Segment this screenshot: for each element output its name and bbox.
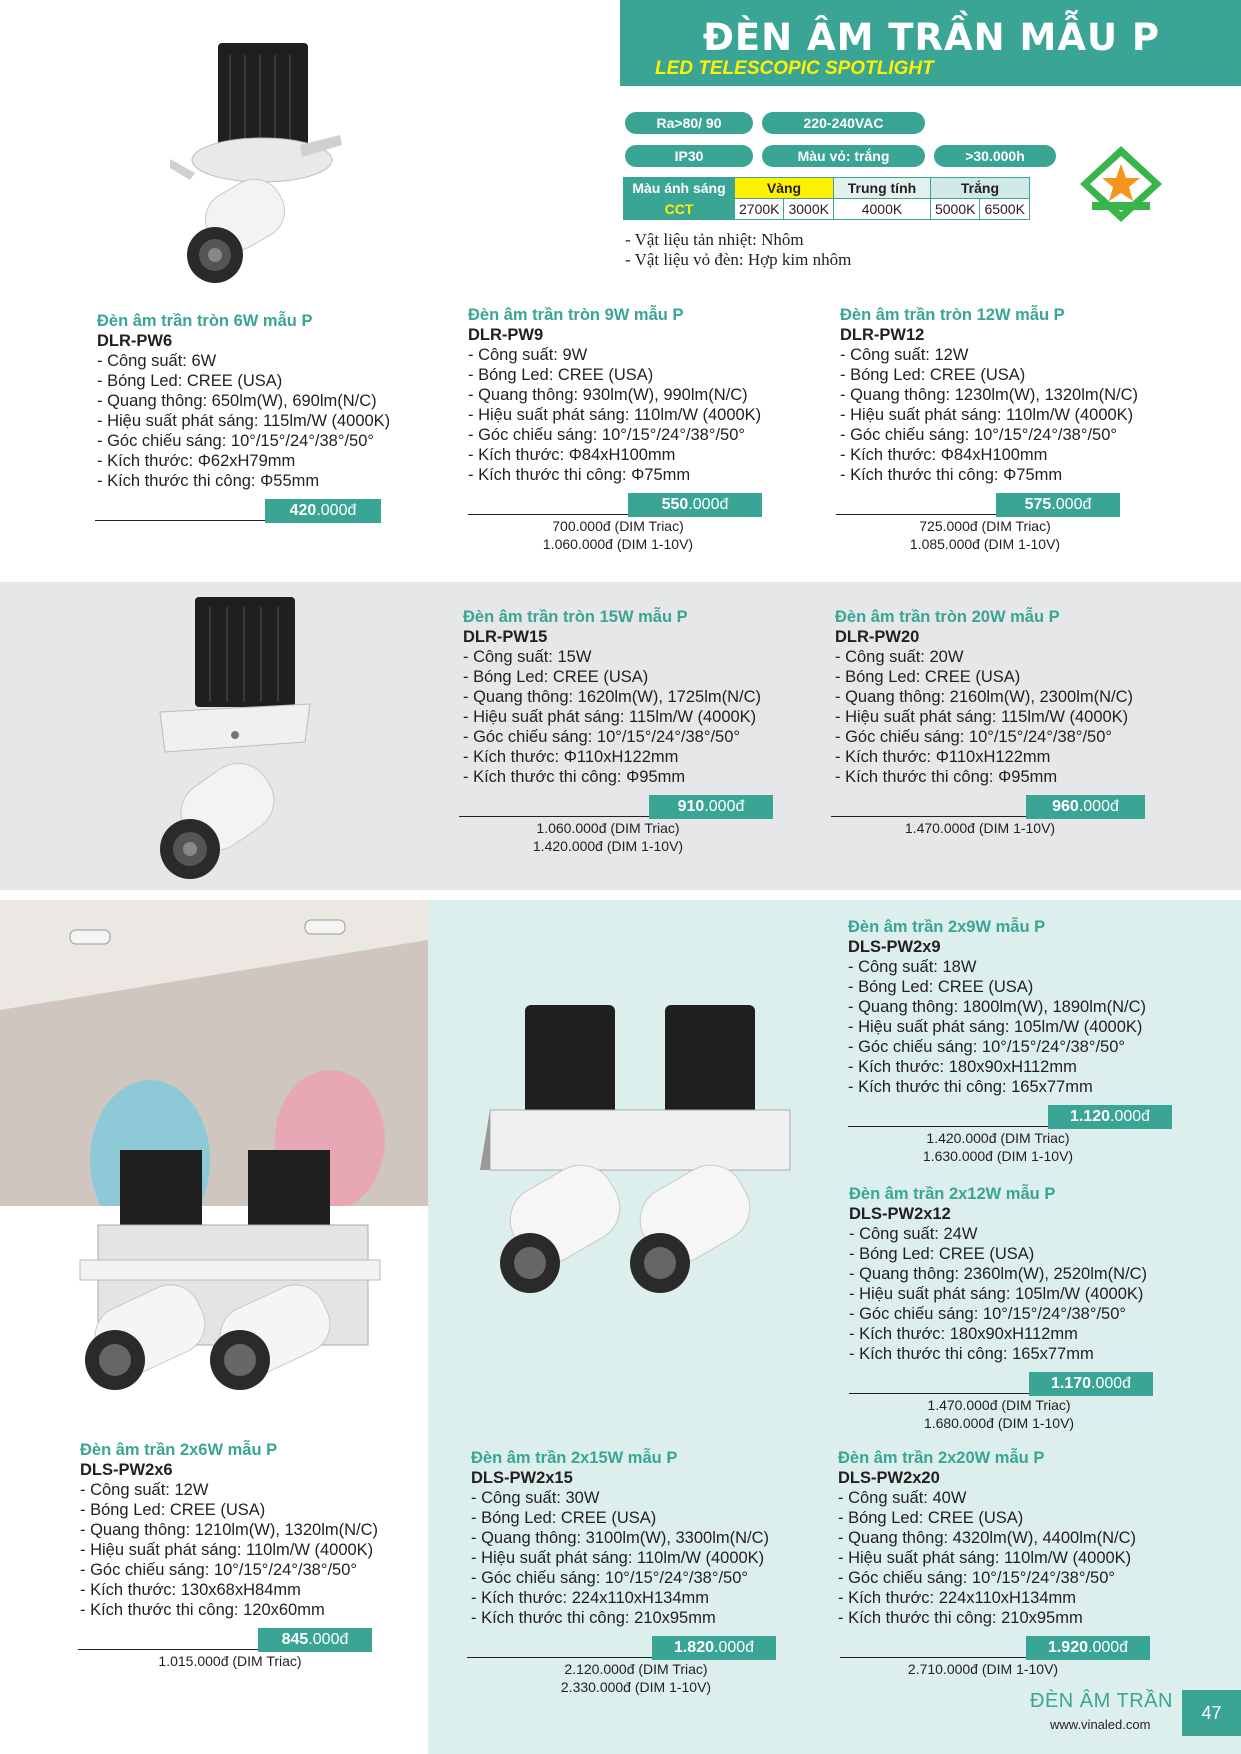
spec-line: - Kích thước: Φ62xH79mm [97, 452, 296, 470]
price-rule [459, 816, 649, 817]
quality-badge-icon [1078, 144, 1164, 224]
voltage-pill: 220-240VAC [762, 112, 925, 134]
spec-line: - Góc chiếu sáng: 10°/15°/24°/38°/50° [849, 1305, 1126, 1323]
footer-section-title: ĐÈN ÂM TRẦN [1030, 1690, 1173, 1712]
cct-2700: 2700K [735, 199, 784, 220]
price-tag [1048, 1105, 1172, 1129]
spec-line: - Bóng Led: CREE (USA) [97, 372, 283, 390]
spec-line: - Kích thước: 224x110xH134mm [471, 1589, 709, 1607]
dim-triac-price: 1.470.000đ (DIM Triac) [927, 1397, 1071, 1413]
spec-line: - Hiệu suất phát sáng: 110lm/W (4000K) [468, 406, 762, 424]
material-heatsink: - Vật liệu tản nhiệt: Nhôm [625, 230, 804, 249]
spec-line: - Kích thước thi công: Φ95mm [463, 768, 686, 786]
price-tag [258, 1628, 372, 1652]
spec-line: - Quang thông: 1800lm(W), 1890lm(N/C) [848, 998, 1147, 1016]
spec-line: - Quang thông: 3100lm(W), 3300lm(N/C) [471, 1529, 770, 1547]
cct-5000: 5000K [930, 199, 979, 220]
spec-line: - Hiệu suất phát sáng: 110lm/W (4000K) [80, 1541, 374, 1559]
spec-line: - Kích thước thi công: 165x77mm [848, 1078, 1093, 1096]
spec-line: - Công suất: 15W [463, 648, 592, 666]
spec-line: - Công suất: 9W [468, 346, 588, 364]
spec-line: - Kích thước thi công: Φ75mm [468, 466, 691, 484]
spec-line: - Công suất: 12W [840, 346, 969, 364]
price-row [97, 497, 437, 523]
product-image-2x-twin [480, 995, 810, 1295]
price-tag [1026, 1636, 1150, 1660]
product-code: DLR-PW9 [468, 326, 544, 344]
price-suffix: .000đ [316, 502, 357, 519]
spec-line: - Hiệu suất phát sáng: 105lm/W (4000K) [849, 1285, 1144, 1303]
product-title: Đèn âm trần 2x12W mẫu P [849, 1185, 1056, 1203]
price-suffix: .000đ [1088, 1639, 1129, 1656]
price-main: 1.920 [1047, 1639, 1088, 1656]
price-tag [1026, 795, 1145, 819]
spec-line: - Hiệu suất phát sáng: 110lm/W (4000K) [840, 406, 1134, 424]
price-rule [78, 1649, 258, 1650]
spec-line: - Hiệu suất phát sáng: 115lm/W (4000K) [835, 708, 1129, 726]
spec-line: - Bóng Led: CREE (USA) [840, 366, 1026, 384]
product-pw20 [835, 607, 1175, 837]
price-rule [849, 1393, 1029, 1394]
spec-line: - Góc chiếu sáng: 10°/15°/24°/38°/50° [848, 1038, 1125, 1056]
spec-line: - Góc chiếu sáng: 10°/15°/24°/38°/50° [471, 1569, 748, 1587]
cct-yellow: Vàng [735, 178, 834, 199]
price-suffix: .000đ [1110, 1108, 1151, 1125]
dim-110v-price: 1.060.000đ (DIM 1-10V) [542, 536, 694, 552]
product-title: Đèn âm trần 2x15W mẫu P [471, 1449, 678, 1467]
material-shell: - Vật liệu vỏ đèn: Hợp kim nhôm [625, 250, 852, 269]
price-rule [836, 514, 996, 515]
cct-3000: 3000K [784, 199, 833, 220]
spec-line: - Kích thước thi công: Φ75mm [840, 466, 1063, 484]
dim-110v-price: 1.630.000đ (DIM 1-10V) [922, 1148, 1074, 1164]
spec-line: - Kích thước: 130x68xH84mm [80, 1581, 301, 1599]
price-main: 1.170 [1050, 1375, 1091, 1392]
spec-line: - Quang thông: 1210lm(W), 1320lm(N/C) [80, 1521, 379, 1539]
product-image-2x6-twin [70, 1145, 400, 1405]
cct-table [623, 177, 1030, 220]
product-title: Đèn âm trần 2x9W mẫu P [848, 918, 1046, 936]
product-pw6 [97, 311, 437, 523]
spec-line: - Hiệu suất phát sáng: 110lm/W (4000K) [838, 1549, 1132, 1567]
cct-6500: 6500K [980, 199, 1029, 220]
spec-line: - Hiệu suất phát sáng: 110lm/W (4000K) [471, 1549, 765, 1567]
dim-110v-price: 1.420.000đ (DIM 1-10V) [532, 838, 684, 854]
price-suffix: .000đ [1091, 1375, 1132, 1392]
price-main: 910 [677, 798, 705, 815]
price-suffix: .000đ [704, 798, 745, 815]
spec-line: - Hiệu suất phát sáng: 115lm/W (4000K) [463, 708, 757, 726]
spec-line: - Công suất: 24W [849, 1225, 978, 1243]
price-main: 420 [289, 502, 317, 519]
spec-line: - Quang thông: 1620lm(W), 1725lm(N/C) [463, 688, 762, 706]
lifetime-pill: >30.000h [934, 145, 1056, 167]
price-row [838, 1634, 1178, 1660]
product-pw9 [468, 305, 808, 553]
spec-line: - Góc chiếu sáng: 10°/15°/24°/38°/50° [468, 426, 745, 444]
price-main: 1.120 [1069, 1108, 1110, 1125]
cct-4000: 4000K [833, 199, 930, 220]
ra-pill: Ra>80/ 90 [625, 112, 753, 134]
spec-line: - Công suất: 30W [471, 1489, 600, 1507]
spec-line: - Kích thước: Φ84xH100mm [468, 446, 676, 464]
spec-line: - Quang thông: 1230lm(W), 1320lm(N/C) [840, 386, 1139, 404]
spec-line: - Bóng Led: CREE (USA) [838, 1509, 1024, 1527]
shell-color-pill: Màu vỏ: trắng [762, 145, 925, 167]
spec-line: - Công suất: 18W [848, 958, 977, 976]
price-row [463, 793, 803, 819]
spec-line: - Kích thước: Φ110xH122mm [835, 748, 1051, 766]
page-number: 47 [1182, 1690, 1241, 1736]
footer-website[interactable]: www.vinaled.com [1050, 1717, 1151, 1732]
price-rule [468, 514, 628, 515]
price-rule [95, 520, 265, 521]
product-code: DLR-PW20 [835, 628, 920, 646]
product-pw15 [463, 607, 803, 855]
spec-line: - Hiệu suất phát sáng: 105lm/W (4000K) [848, 1018, 1143, 1036]
cct-color-label: Màu ánh sáng [624, 178, 735, 199]
spec-line: - Quang thông: 650lm(W), 690lm(N/C) [97, 392, 377, 410]
product-code: DLS-PW2x12 [849, 1205, 951, 1223]
product-pw2x12 [849, 1184, 1189, 1432]
price-main: 960 [1052, 798, 1079, 815]
product-title: Đèn âm trần tròn 6W mẫu P [97, 312, 313, 330]
price-row [835, 793, 1175, 819]
dim-triac-price: 700.000đ (DIM Triac) [552, 518, 684, 534]
product-code: DLS-PW2x20 [838, 1469, 940, 1487]
product-title: Đèn âm trần 2x6W mẫu P [80, 1441, 278, 1459]
spec-line: - Kích thước: Φ84xH100mm [840, 446, 1048, 464]
product-code: DLS-PW2x9 [848, 938, 941, 956]
price-main: 1.820 [673, 1639, 714, 1656]
dim-110v-price: 1.680.000đ (DIM 1-10V) [923, 1415, 1075, 1431]
dim-triac-price: 1.420.000đ (DIM Triac) [926, 1130, 1070, 1146]
dim-triac-price: 1.060.000đ (DIM Triac) [536, 820, 680, 836]
spec-line: - Góc chiếu sáng: 10°/15°/24°/38°/50° [840, 426, 1117, 444]
price-suffix: .000đ [688, 496, 729, 513]
product-code: DLS-PW2x6 [80, 1461, 173, 1479]
spec-line: - Quang thông: 930lm(W), 990lm(N/C) [468, 386, 748, 404]
product-image-single-spot [170, 35, 350, 295]
price-row [468, 491, 808, 517]
product-pw2x20 [838, 1448, 1178, 1678]
materials [625, 230, 851, 270]
dim-triac-price: 2.120.000đ (DIM Triac) [564, 1661, 708, 1677]
price-tag [265, 499, 381, 523]
page-title: ĐÈN ÂM TRẦN MẪU P [702, 16, 1160, 59]
price-row [849, 1370, 1189, 1396]
price-rule [831, 816, 1026, 817]
dim-110v-price: 1.470.000đ (DIM 1-10V) [904, 820, 1056, 836]
spec-line: - Bóng Led: CREE (USA) [80, 1501, 266, 1519]
spec-line: - Kích thước thi công: 165x77mm [849, 1345, 1094, 1363]
spec-line: - Quang thông: 2360lm(W), 2520lm(N/C) [849, 1265, 1148, 1283]
product-title: Đèn âm trần tròn 20W mẫu P [835, 608, 1060, 626]
dim-110v-price: 2.330.000đ (DIM 1-10V) [560, 1679, 712, 1695]
product-title: Đèn âm trần tròn 9W mẫu P [468, 306, 684, 324]
product-code: DLR-PW6 [97, 332, 173, 350]
dim-110v-price: 2.710.000đ (DIM 1-10V) [907, 1661, 1059, 1677]
price-suffix: .000đ [1051, 496, 1092, 513]
product-code: DLS-PW2x15 [471, 1469, 573, 1487]
spec-line: - Kích thước thi công: 120x60mm [80, 1601, 325, 1619]
product-code: DLR-PW15 [463, 628, 548, 646]
product-image-15w-spot [155, 592, 325, 882]
price-tag [628, 493, 762, 517]
price-row [848, 1103, 1188, 1129]
price-tag [1029, 1372, 1153, 1396]
spec-line: - Quang thông: 2160lm(W), 2300lm(N/C) [835, 688, 1134, 706]
spec-line: - Bóng Led: CREE (USA) [835, 668, 1021, 686]
product-title: Đèn âm trần 2x20W mẫu P [838, 1449, 1045, 1467]
price-rule [840, 1657, 1026, 1658]
product-title: Đèn âm trần tròn 15W mẫu P [463, 608, 688, 626]
cct-label: CCT [624, 199, 735, 220]
price-row [80, 1626, 420, 1652]
price-row [840, 491, 1180, 517]
page-subtitle: LED TELESCOPIC SPOTLIGHT [655, 58, 934, 79]
spec-line: - Quang thông: 4320lm(W), 4400lm(N/C) [838, 1529, 1137, 1547]
product-pw2x15 [471, 1448, 811, 1696]
price-suffix: .000đ [308, 1631, 349, 1648]
product-code: DLR-PW12 [840, 326, 925, 344]
spec-line: - Kích thước: 180x90xH112mm [848, 1058, 1077, 1076]
spec-line: - Góc chiếu sáng: 10°/15°/24°/38°/50° [835, 728, 1112, 746]
price-rule [467, 1657, 652, 1658]
product-pw2x6 [80, 1440, 420, 1670]
price-tag [996, 493, 1120, 517]
ip-pill: IP30 [625, 145, 753, 167]
price-suffix: .000đ [1078, 798, 1119, 815]
price-tag [649, 795, 773, 819]
spec-line: - Bóng Led: CREE (USA) [849, 1245, 1035, 1263]
spec-line: - Bóng Led: CREE (USA) [848, 978, 1034, 996]
spec-line: - Kích thước: 180x90xH112mm [849, 1325, 1078, 1343]
spec-line: - Kích thước: Φ110xH122mm [463, 748, 679, 766]
spec-line: - Kích thước thi công: Φ95mm [835, 768, 1058, 786]
spec-line: - Góc chiếu sáng: 10°/15°/24°/38°/50° [97, 432, 374, 450]
price-main: 550 [661, 496, 689, 513]
spec-line: - Góc chiếu sáng: 10°/15°/24°/38°/50° [80, 1561, 357, 1579]
spec-line: - Công suất: 12W [80, 1481, 209, 1499]
spec-line: - Kích thước thi công: 210x95mm [471, 1609, 716, 1627]
spec-line: - Bóng Led: CREE (USA) [471, 1509, 657, 1527]
price-row [471, 1634, 811, 1660]
spec-line: - Bóng Led: CREE (USA) [463, 668, 649, 686]
spec-line: - Góc chiếu sáng: 10°/15°/24°/38°/50° [463, 728, 740, 746]
dim-triac-price: 725.000đ (DIM Triac) [919, 518, 1051, 534]
price-tag [652, 1636, 776, 1660]
dim-triac-price: 1.015.000đ (DIM Triac) [158, 1653, 302, 1669]
spec-line: - Góc chiếu sáng: 10°/15°/24°/38°/50° [838, 1569, 1115, 1587]
spec-line: - Hiệu suất phát sáng: 115lm/W (4000K) [97, 412, 391, 430]
spec-line: - Kích thước thi công: Φ55mm [97, 472, 320, 490]
price-main: 575 [1024, 496, 1052, 513]
cct-white: Trắng [930, 178, 1029, 199]
spec-line: - Công suất: 6W [97, 352, 217, 370]
spec-line: - Công suất: 20W [835, 648, 964, 666]
cct-neutral: Trung tính [833, 178, 930, 199]
price-main: 845 [281, 1631, 309, 1648]
product-title: Đèn âm trần tròn 12W mẫu P [840, 306, 1065, 324]
spec-line: - Kích thước thi công: 210x95mm [838, 1609, 1083, 1627]
product-pw12 [840, 305, 1180, 553]
spec-line: - Kích thước: 224x110xH134mm [838, 1589, 1076, 1607]
spec-line: - Công suất: 40W [838, 1489, 967, 1507]
dim-110v-price: 1.085.000đ (DIM 1-10V) [909, 536, 1061, 552]
price-suffix: .000đ [714, 1639, 755, 1656]
price-rule [848, 1126, 1048, 1127]
spec-line: - Bóng Led: CREE (USA) [468, 366, 654, 384]
product-pw2x9 [848, 917, 1188, 1165]
